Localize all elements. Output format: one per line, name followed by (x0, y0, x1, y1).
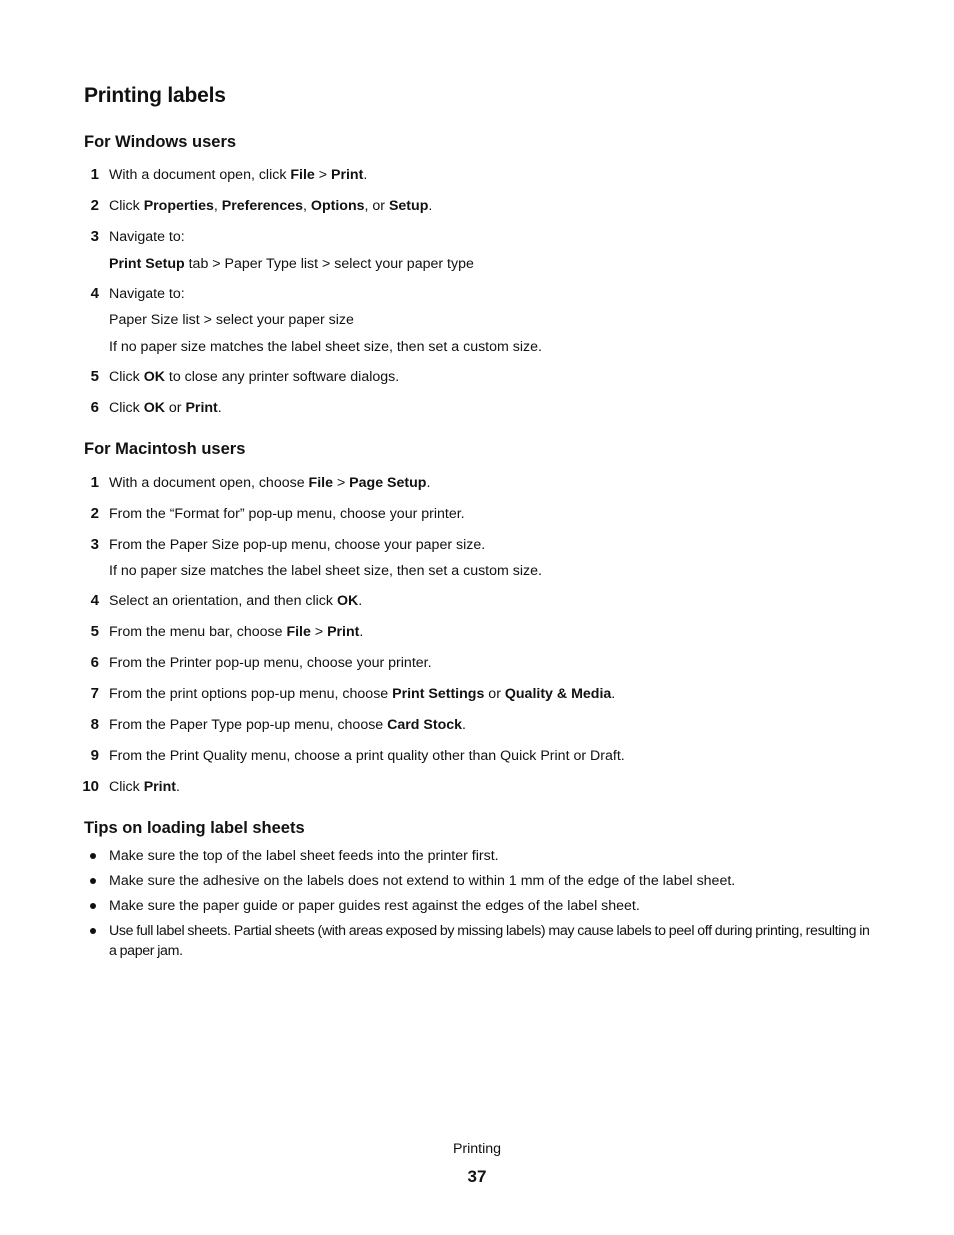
step-number: 3 (90, 228, 99, 245)
tip-text: Make sure the top of the label sheet feeds into the printer first. (109, 848, 499, 864)
windows-step-4-detail: Paper Size list > select your paper size (109, 312, 354, 328)
windows-step-3-detail: Print Setup tab > Paper Type list > select your paper type (109, 256, 474, 272)
step-text: Navigate to: (109, 286, 185, 302)
step-text: From the print options pop-up menu, choose Print Settings or Quality & Media. (109, 686, 616, 702)
page-number: 37 (467, 1167, 487, 1186)
step-number: 6 (90, 654, 99, 671)
tip-text: Make sure the paper guide or paper guides rest against the edges of the label sheet. (109, 898, 640, 914)
step-number: 4 (90, 285, 99, 302)
step-text: Click Print. (109, 779, 180, 795)
step-text: Click OK to close any printer software dialogs. (109, 369, 400, 385)
bullet-icon (90, 853, 96, 859)
mac-heading: For Macintosh users (84, 440, 246, 458)
bullet-icon (90, 928, 96, 934)
windows-heading: For Windows users (84, 133, 237, 151)
step-text: From the Paper Size pop-up menu, choose your paper size. (109, 537, 486, 553)
step-number: 10 (82, 778, 99, 795)
step-text: Navigate to: (109, 229, 185, 245)
step-number: 2 (90, 505, 99, 522)
bullet-icon (90, 878, 96, 884)
mac-step-3-note: If no paper size matches the label sheet size, then set a custom size. (109, 563, 542, 579)
step-number: 9 (90, 747, 99, 764)
windows-step-4-note: If no paper size matches the label sheet size, then set a custom size. (109, 339, 542, 355)
step-number: 6 (90, 399, 99, 416)
step-text: From the Print Quality menu, choose a print quality other than Quick Print or Draft. (109, 748, 625, 764)
step-number: 3 (90, 536, 99, 553)
step-text: From the Printer pop-up menu, choose your printer. (109, 655, 432, 671)
bullet-icon (90, 903, 96, 909)
tip-text: Use full label sheets. Partial sheets (with areas exposed by missing labels) may cause labels to peel off during printing, resulting in a paper jam. (109, 923, 870, 959)
step-text: From the menu bar, choose File > Print. (109, 624, 364, 640)
step-text: Click Properties, Preferences, Options, or Setup. (109, 198, 433, 214)
step-number: 1 (90, 166, 99, 183)
step-number: 5 (90, 368, 99, 385)
step-text: Click OK or Print. (109, 400, 222, 416)
step-number: 2 (90, 197, 99, 214)
step-text: With a document open, click File > Print. (109, 167, 368, 183)
step-number: 4 (90, 592, 99, 609)
step-number: 8 (90, 716, 99, 733)
step-number: 5 (90, 623, 99, 640)
step-text: With a document open, choose File > Page Setup. (109, 475, 431, 491)
page-title: Printing labels (84, 84, 226, 107)
step-text: From the “Format for” pop-up menu, choose your printer. (109, 506, 465, 522)
tip-text: Make sure the adhesive on the labels does not extend to within 1 mm of the edge of the label sheet. (109, 873, 736, 889)
step-text: From the Paper Type pop-up menu, choose Card Stock. (109, 717, 466, 733)
step-number: 7 (90, 685, 99, 702)
step-number: 1 (90, 474, 99, 491)
footer-section-label: Printing (452, 1141, 502, 1157)
step-text: Select an orientation, and then click OK. (109, 593, 363, 609)
tips-heading: Tips on loading label sheets (84, 819, 305, 837)
